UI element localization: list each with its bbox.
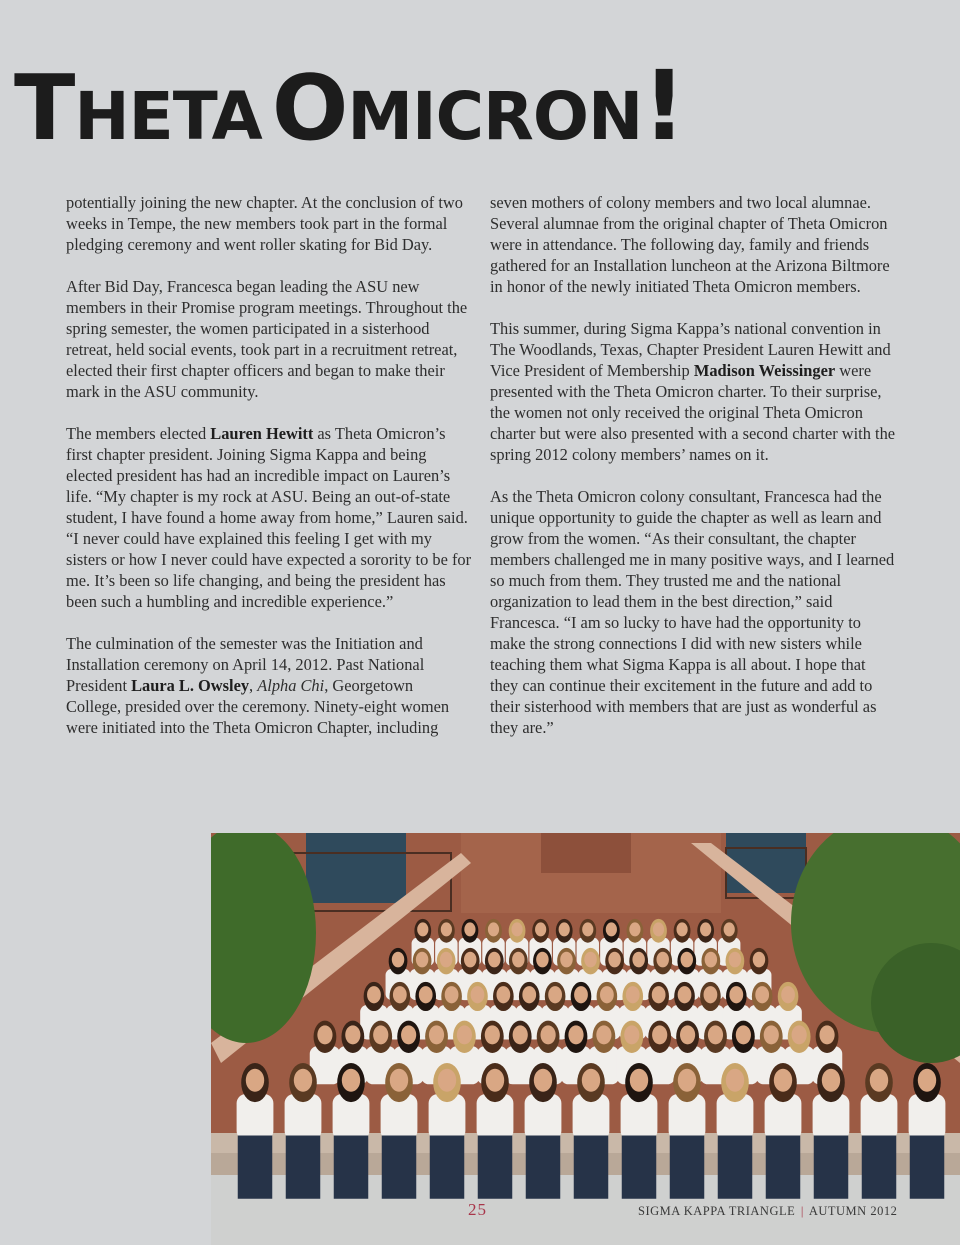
magazine-name: SIGMA KAPPA TRIANGLE [638,1204,796,1218]
group-photo [211,833,960,1245]
name-madison-weissinger: Madison Weissinger [693,361,836,380]
article-left-column [66,192,472,759]
name-laura-owsley: Laura L. Owsley [131,676,250,695]
paragraph: The culmination of the semester was the Initiation and Installation ceremony on April 14, 2012. Past National President Laura L. Owsley, Alpha Chi, Georgetown College, presided over the ceremony. Ninety-eight women were initiated into the Theta Omicron Chapter, including [66,634,450,737]
name-lauren-hewitt: Lauren Hewitt [210,424,314,443]
issue-label: AUTUMN 2012 [808,1204,898,1218]
chapter-name: Alpha Chi [257,676,325,695]
paragraph: As the Theta Omicron colony consultant, Francesca had the unique opportunity to guide the chapter as well as learn and grow from the women. “As their consultant, the chapter members challenged me in many positive ways, and I learned so much from them. They trusted me and the national organization to lead them in the best direction,” said Francesca. “I am so lucky to have had the opportunity to make the strong connections I did with new sisters while teaching them what Sigma Kappa is all about. I hope that they can continue their excitement in the future and add to their sisterhood with members that are just as wonderful as they are.” [490,487,895,737]
footer-separator: | [800,1204,804,1218]
paragraph: The members elected Lauren Hewitt as Theta Omicron’s first chapter president. Joining Sigma Kappa and being elected president has had an incredible impact on Lauren’s life. “My chapter is my rock at ASU. Being an out-of-state student, I have found a home away from home,” Lauren said. “I never could have explained this feeling I get with my sisters or how I never could have expected a sorority to be for me. It’s been so life changing, and being the president has been such a humbling and incredible experience.” [66,424,472,611]
article-right-column [490,192,896,759]
paragraph: This summer, during Sigma Kappa’s national convention in The Woodlands, Texas, Chapter President Lauren Hewitt and Vice President of Membership Madison Weissinger were presented with the Theta Omicron charter. To their surprise, the women not only received the original Theta Omicron charter but were also presented with a second charter with the spring 2012 colony members’ names on it. [490,319,896,464]
paragraph: seven mothers of colony members and two local alumnae. Several alumnae from the original chapter of Theta Omicron were in attendance. The following day, family and friends gathered for an Installation luncheon at the Arizona Biltmore in honor of the newly initiated Theta Omicron members. [490,193,890,296]
page-number: 25 [468,1200,487,1219]
page-title: THETA OMICRON! [14,50,685,162]
paragraph: potentially joining the new chapter. At the conclusion of two weeks in Tempe, the new members took part in the formal pledging ceremony and went roller skating for Bid Day. [66,193,463,254]
magazine-footer [638,1204,897,1219]
paragraph: After Bid Day, Francesca began leading the ASU new members in their Promise program meetings. Throughout the spring semester, the women participated in a sisterhood retreat, held social events, took part in a recruitment retreat, elected their first chapter officers and began to make their mark in the ASU community. [66,277,468,401]
